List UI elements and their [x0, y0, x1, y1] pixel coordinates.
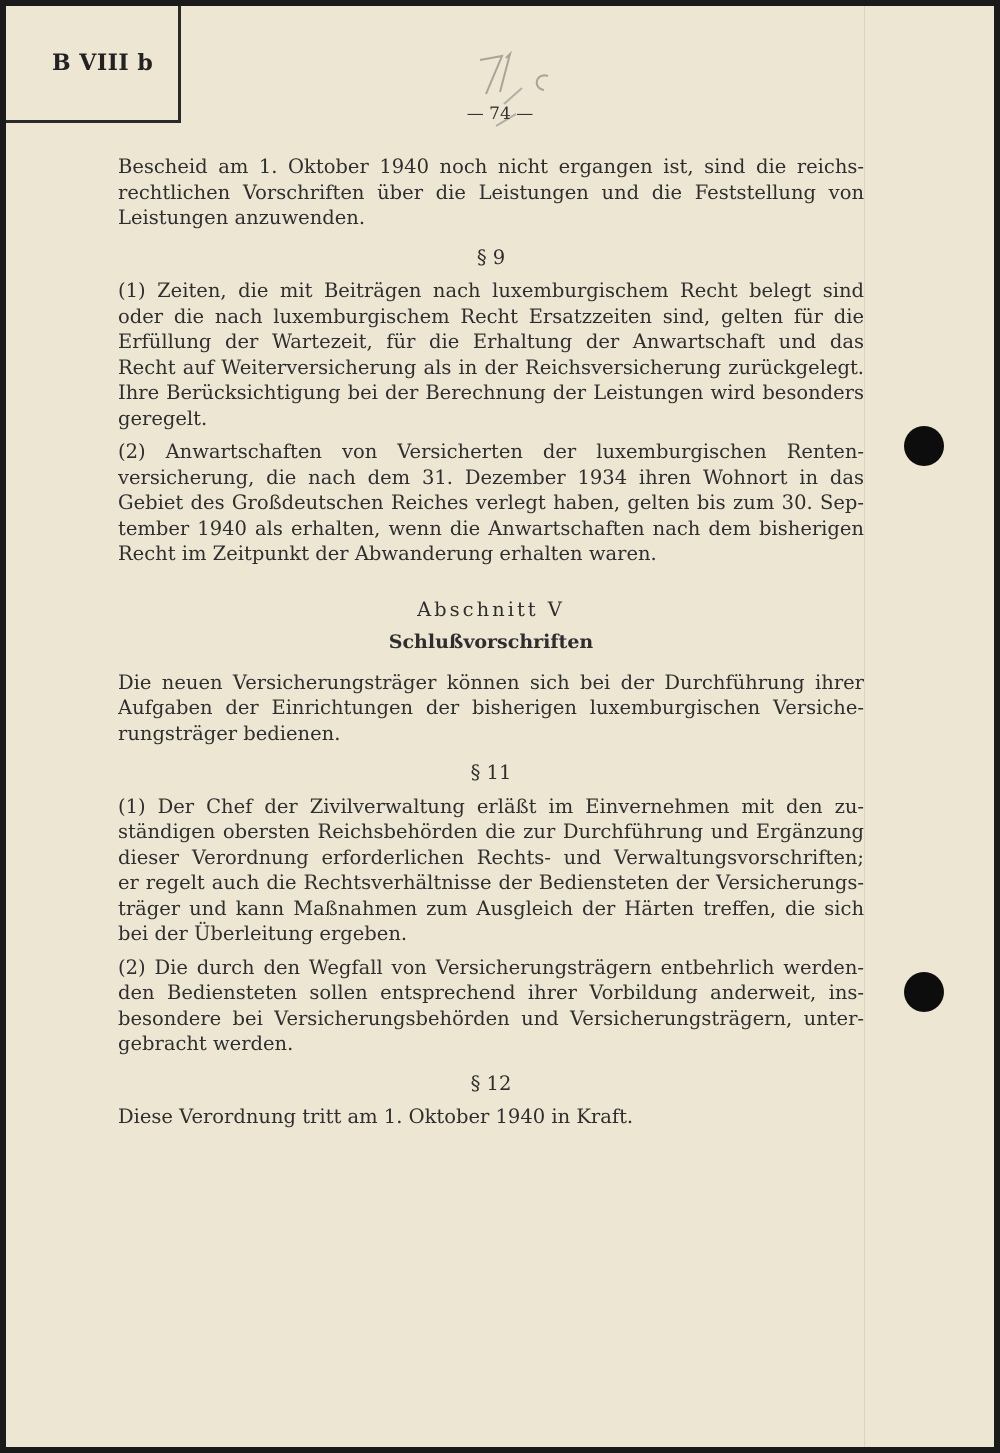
- page-number: — 74 —: [466, 104, 534, 124]
- text-line: Ihre Berücksichtigung bei der Berechnung der Leistungen wird besonders: [118, 381, 864, 404]
- text-line: Leistungen anzuwenden.: [118, 206, 366, 229]
- text-line: Diese Verordnung tritt am 1. Oktober 1940 in Kraft.: [118, 1105, 634, 1128]
- text-line: Bescheid am 1. Oktober 1940 noch nicht ergangen ist, sind die reichs-: [118, 155, 864, 178]
- text-line: versicherung, die nach dem 31. Dezember 1934 ihren Wohnort in das: [118, 465, 864, 489]
- text-line: rechtlichen Vorschriften über die Leistungen und die Feststellung von: [118, 180, 864, 204]
- text-line: tember 1940 als erhalten, wenn die Anwartschaften nach dem bisherigen: [118, 516, 864, 540]
- text-line: ständigen obersten Reichsbehörden die zur Durchführung und Ergänzung: [118, 820, 864, 843]
- section-v-subtitle: Schlußvorschriften: [388, 631, 594, 653]
- punch-hole-upper: [904, 426, 944, 466]
- text-line: besondere bei Versicherungsbehörden und Versicherungsträgern, unter-: [118, 1006, 864, 1030]
- text-line: (2) Anwartschaften von Versicherten der luxemburgischen Renten-: [118, 440, 864, 463]
- text-line: Gebiet des Großdeutschen Reiches verlegt haben, gelten bis zum 30. Sep-: [118, 491, 864, 514]
- section-12-heading: § 12: [470, 1071, 512, 1095]
- section-9-heading: § 9: [476, 245, 506, 269]
- section-9-paragraph-1: [118, 278, 864, 431]
- intro-paragraph: [118, 154, 864, 231]
- text-line: (2) Die durch den Wegfall von Versicherungsträgern entbehrlich werden-: [118, 955, 864, 979]
- text-line: geregelt.: [118, 406, 208, 430]
- text-line: träger und kann Maßnahmen zum Ausgleich der Härten treffen, die sich: [118, 896, 864, 920]
- text-line: Die neuen Versicherungsträger können sich bei der Durchführung ihrer: [118, 670, 864, 694]
- text-line: gebracht werden.: [118, 1032, 294, 1055]
- text-line: Aufgaben der Einrichtungen der bisherigen luxemburgischen Versiche-: [118, 696, 864, 719]
- section-12-paragraph: [118, 1104, 864, 1130]
- text-line: er regelt auch die Rechtsverhältnisse der Bediensteten der Versicherungs-: [118, 871, 864, 894]
- paper-fold-line: [864, 6, 865, 1447]
- section-10-paragraph: [118, 670, 864, 747]
- text-line: oder die nach luxemburgischem Recht Ersatzzeiten sind, gelten für die: [118, 304, 864, 328]
- section-9-paragraph-2: [118, 439, 864, 567]
- text-line: Recht auf Weiterversicherung als in der Reichsversicherung zurückgelegt.: [118, 355, 864, 379]
- section-11-heading: § 11: [470, 761, 512, 784]
- text-line: Recht im Zeitpunkt der Abwanderung erhalten waren.: [118, 542, 657, 565]
- text-line: Erfüllung der Wartezeit, für die Erhaltung der Anwartschaft und das: [118, 330, 864, 353]
- section-11-paragraph-2: [118, 955, 864, 1057]
- text-line: bei der Überleitung ergeben.: [118, 922, 408, 945]
- text-line: rungsträger bedienen.: [118, 721, 341, 745]
- archive-stamp-label: B VIII b: [52, 50, 154, 76]
- text-line: dieser Verordnung erforderlichen Rechts- und Verwaltungsvorschriften;: [118, 845, 864, 869]
- document-page: [6, 6, 994, 1447]
- text-line: (1) Zeiten, die mit Beiträgen nach luxemburgischem Recht belegt sind: [118, 279, 864, 302]
- section-v-title: Abschnitt V: [417, 597, 565, 621]
- punch-hole-lower: [904, 972, 944, 1012]
- document-body: [118, 154, 864, 1130]
- text-line: den Bediensteten sollen entsprechend ihrer Vorbildung anderweit, ins-: [118, 981, 864, 1004]
- text-line: (1) Der Chef der Zivilverwaltung erläßt im Einvernehmen mit den zu-: [118, 794, 864, 818]
- section-11-paragraph-1: [118, 794, 864, 947]
